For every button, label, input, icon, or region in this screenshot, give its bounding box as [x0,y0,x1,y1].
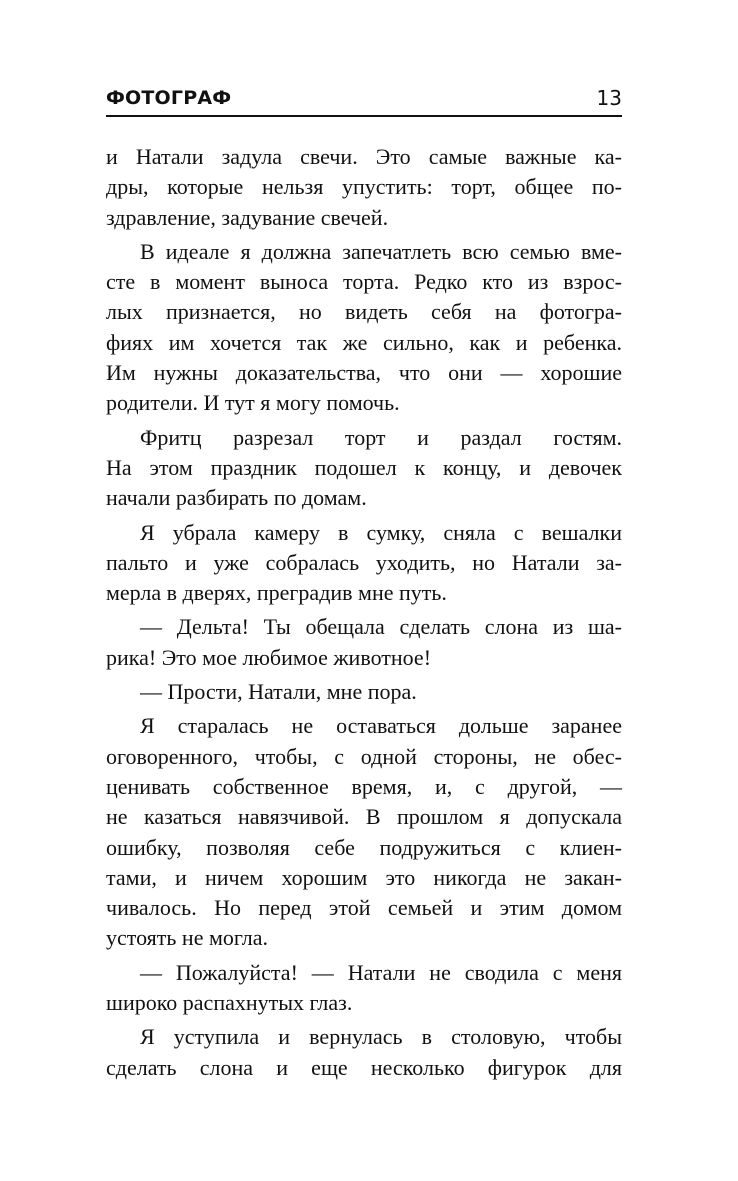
text-line: пальто и уже собралась уходить, но Натали за- [106,549,622,575]
text-line: Фритц разрезал торт и раздал гостям. [140,424,622,450]
paragraph [106,711,622,953]
text-line: широко распахнутых глаз. [106,990,353,1016]
text-line: — Прости, Натали, мне пора. [140,679,417,705]
text-line: не казаться навязчивой. В прошлом я допускала [106,804,622,830]
text-line: — Пожалуйста! — Натали не сводила с меня [140,959,622,985]
text-line: начали разбирать по домам. [106,485,367,511]
paragraph [106,237,622,419]
text-line: здравление, задувание свечей. [106,204,389,230]
text-line: и Натали задула свечи. Это самые важные ка- [106,144,622,169]
text-line: дры, которые нельзя упустить: торт, общее по- [106,174,622,200]
book-page [106,0,622,1181]
text-line: Я старалась не оставаться дольше заранее [140,713,622,739]
text-line: сте в момент выноса торта. Редко кто из взрос- [106,269,622,295]
text-line: — Дельта! Ты обещала сделать слона из ша- [140,614,622,640]
text-line: тами, и ничем хорошим это никогда не закан- [106,864,622,890]
paragraph [106,612,622,673]
paragraph [106,423,622,514]
page-number: 13 [596,86,622,110]
text-line: устоять не могла. [106,925,269,951]
text-line: лых признается, но видеть себя на фотогра- [106,299,622,325]
text-line: Я уступила и вернулась в столовую, чтобы [140,1024,622,1050]
text-line: фиях им хочется так же сильно, как и ребенка. [106,329,622,355]
text-line: На этом праздник подошел к концу, и девочек [106,454,622,480]
paragraph [106,518,622,609]
text-line: сделать слона и еще несколько фигурок для [106,1054,622,1080]
text-line: оговоренного, чтобы, с одной стороны, не обес- [106,743,622,769]
text-line: Я убрала камеру в сумку, сняла с вешалки [140,519,622,545]
paragraph [106,677,622,707]
text-line: Им нужны доказательства, что они — хорошие [106,360,622,386]
paragraph [106,142,622,233]
text-line: ценивать собственное время, и, с другой, — [106,773,622,799]
paragraph [106,958,622,1019]
running-title: ФОТОГРАФ [106,87,232,109]
paragraph [106,1022,622,1083]
text-line: мерла в дверях, преградив мне путь. [106,580,447,606]
running-head [106,86,622,116]
header-rule [106,115,622,117]
body-text [106,142,622,1083]
text-line: ошибку, позволяя себе подружиться с клиен- [106,834,622,860]
text-line: чивалось. Но перед этой семьей и этим домом [106,895,622,921]
text-line: родители. И тут я могу помочь. [106,390,400,416]
text-line: рика! Это мое любимое животное! [106,644,432,670]
text-line: В идеале я должна запечатлеть всю семью вме- [140,238,622,264]
